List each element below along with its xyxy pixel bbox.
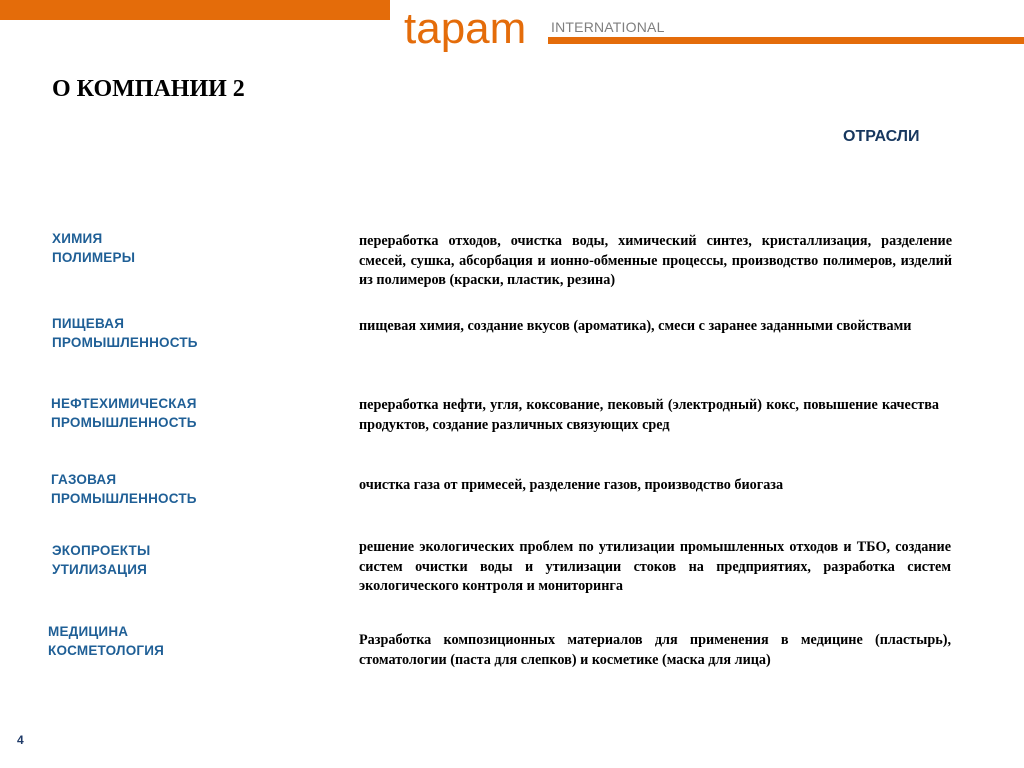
page-title: О КОМПАНИИ 2 bbox=[52, 76, 245, 102]
industry-name-line: ПРОМЫШЛЕННОСТЬ bbox=[51, 491, 197, 506]
industry-name-3 bbox=[51, 394, 197, 432]
industry-name-line: МЕДИЦИНА bbox=[48, 624, 129, 639]
header-accent-bar-right bbox=[548, 37, 1024, 44]
industry-description-3: переработка нефти, угля, коксование, пековый (электродный) кокс, повышение качества продуктов, создание различных связующих сред bbox=[359, 397, 939, 433]
industry-name-4 bbox=[51, 470, 197, 508]
logo-subtitle: INTERNATIONAL bbox=[551, 19, 665, 35]
page-number: 4 bbox=[17, 733, 24, 747]
industry-name-line: ПОЛИМЕРЫ bbox=[52, 250, 136, 265]
company-logo bbox=[404, 0, 536, 64]
industry-name-line: ЭКОПРОЕКТЫ bbox=[52, 543, 151, 558]
industry-name-line: ПИЩЕВАЯ bbox=[52, 316, 125, 331]
industry-name-2 bbox=[52, 314, 198, 352]
industry-description-6: Разработка композиционных материалов для применения в медицине (пластырь), стоматологии (паста для слепков) и косметике (маска для лица) bbox=[359, 632, 951, 668]
industry-description-2: пищевая химия, создание вкусов (ароматика), смеси с заранее заданными свойствами bbox=[359, 318, 912, 334]
industry-name-line: ПРОМЫШЛЕННОСТЬ bbox=[52, 335, 198, 350]
industry-name-1 bbox=[52, 229, 135, 267]
industry-name-line: ПРОМЫШЛЕННОСТЬ bbox=[51, 415, 197, 430]
industry-name-line: ГАЗОВАЯ bbox=[51, 472, 117, 487]
industry-description-5: решение экологических проблем по утилизации промышленных отходов и ТБО, создание систем очистки воды и утилизации стоков на предприятиях, разработка систем экологического контроля и мониторинга bbox=[359, 539, 951, 594]
industry-description-4: очистка газа от примесей, разделение газов, производство биогаза bbox=[359, 477, 784, 493]
logo-text: tapam bbox=[404, 4, 527, 53]
section-heading: ОТРАСЛИ bbox=[843, 128, 920, 145]
industry-name-5 bbox=[52, 541, 150, 579]
industry-description-1: переработка отходов, очистка воды, химический синтез, кристаллизация, разделение смесей, сушка, абсорбация и ионно-обменные процессы, производство полимеров, изделий из полимеров (краски, пластик, резина) bbox=[359, 233, 952, 288]
header-accent-bar-left bbox=[0, 0, 390, 20]
industry-name-line: УТИЛИЗАЦИЯ bbox=[52, 562, 147, 577]
industry-name-line: НЕФТЕХИМИЧЕСКАЯ bbox=[51, 396, 197, 411]
industry-name-line: ХИМИЯ bbox=[52, 231, 103, 246]
industry-name-line: КОСМЕТОЛОГИЯ bbox=[48, 643, 165, 658]
industry-name-6 bbox=[48, 622, 164, 660]
